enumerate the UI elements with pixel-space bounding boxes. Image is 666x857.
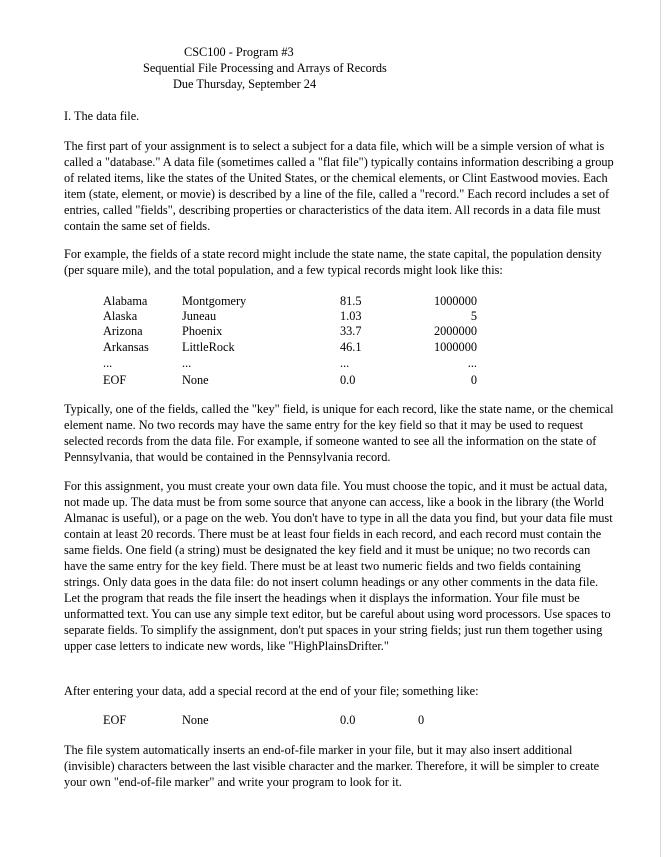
page-edge [660, 0, 661, 857]
paragraph-key-field: Typically, one of the fields, called the "key" field, is unique for each record, like the state name, or the chemical element name. No two records may have the same entry for the key field so that it may be used to request selected records from the data file. For example, if someone wanted to see all the information on the state of Pennsylvania, that would be contained in the Pennsylvania record. [64, 402, 614, 464]
state-name-cell: Arizona [103, 324, 143, 338]
eof-density-cell: 0.0 [340, 713, 356, 727]
density-cell: 1.03 [340, 309, 362, 323]
capital-cell: LittleRock [182, 340, 235, 354]
state-name-cell: Alabama [103, 294, 148, 308]
due-date: Due Thursday, September 24 [173, 77, 317, 91]
density-cell: ... [340, 356, 350, 370]
eof-capital-cell: None [182, 713, 209, 727]
state-name-cell: EOF [103, 373, 127, 387]
paragraph-example: For example, the fields of a state record might include the state name, the state capital, the population density (per square mile), and the total population, and a few typical records might look like this: [64, 247, 602, 277]
capital-cell: Juneau [182, 309, 217, 323]
population-cell: 0 [470, 373, 477, 387]
paragraph-intro: The first part of your assignment is to select a subject for a data file, which will be a simple version of what is called a "database." A data file (sometimes called a "flat file") typically contains information describing a group of related items, like the states of the United States, or the chemical elements, or Clint Eastwood movies. Each item (state, element, or movie) is described by a line of the file, called a "record." Each record includes a set of entries, called "fields", describing properties or characteristics of the data item. All records in a data file must contain the same set of fields. [64, 139, 614, 233]
population-cell: 5 [470, 309, 477, 323]
density-cell: 0.0 [340, 373, 356, 387]
density-cell: 33.7 [340, 324, 362, 338]
density-cell: 81.5 [340, 294, 362, 308]
assignment-title: Sequential File Processing and Arrays of Records [143, 61, 387, 75]
state-name-cell: Alaska [103, 309, 138, 323]
paragraph-eof-intro: After entering your data, add a special record at the end of your file; something like: [64, 684, 479, 698]
density-cell: 46.1 [340, 340, 362, 354]
eof-population-cell: 0 [418, 713, 425, 727]
state-name-cell: Arkansas [103, 340, 149, 354]
paragraph-requirements: For this assignment, you must create your own data file. You must choose the topic, and it must be actual data, not made up. The data must be from some source that anyone can access, like a book in the library (the World Almanac is useful), or a page on the web. You don't have to type in all the data you find, but your data file must contain at least 20 records. There must be at least four fields in each record, and each record must contain the same fields. One field (a string) must be designated the key field and it must be unique; no two records can have the same entry for the key field. There must be at least two numeric fields and two fields containing strings. Only data goes in the data file: do not insert column headings or any other comments in the data file. Let the program that reads the file insert the headings when it displays the information. Your file must be unformatted text. You can use any simple text editor, but be careful about using word processors. Use spaces to separate fields. To simplify the assignment, don't put spaces in your string fields; just run them together using upper case letters to indicate new words, like "HighPlainsDrifter." [64, 479, 613, 653]
capital-cell: Phoenix [182, 324, 223, 338]
paragraph-eof-marker: The file system automatically inserts an end-of-file marker in your file, but it may also insert additional (invisible) characters between the last visible character and the marker. Therefore, it will be simpler to create your own "end-of-file marker" and write your program to look for it. [64, 743, 600, 789]
population-cell: 1000000 [433, 340, 477, 354]
capital-cell: Montgomery [182, 294, 247, 308]
capital-cell: ... [182, 356, 192, 370]
population-cell: 1000000 [433, 294, 477, 308]
population-cell: 2000000 [433, 324, 477, 338]
population-cell: ... [467, 356, 477, 370]
eof-key-cell: EOF [103, 713, 127, 727]
section-heading: I. The data file. [64, 109, 140, 123]
capital-cell: None [182, 373, 209, 387]
course-title: CSC100 - Program #3 [184, 45, 294, 59]
state-name-cell: ... [103, 356, 113, 370]
